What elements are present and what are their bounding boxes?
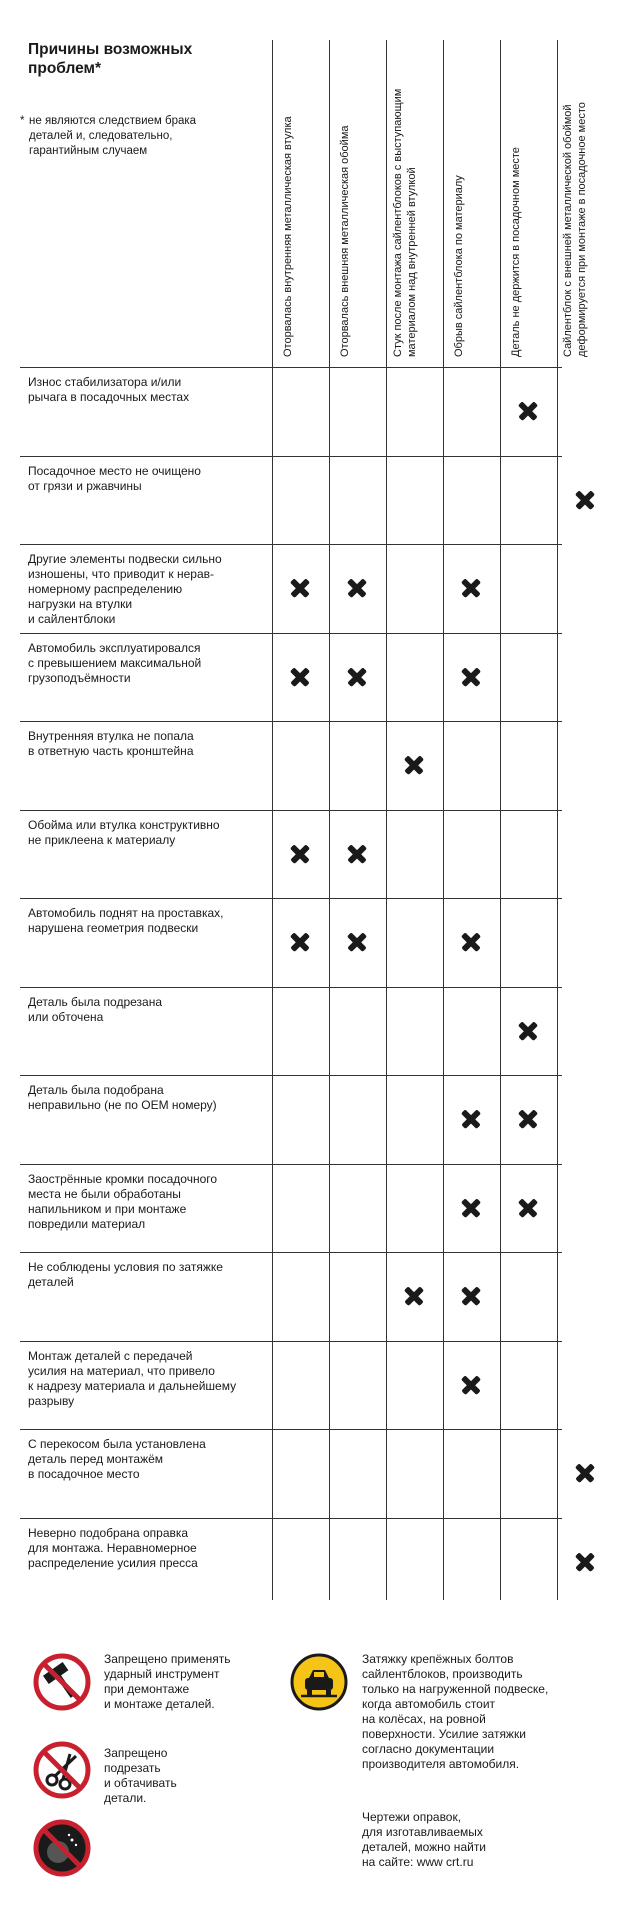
cross-mark-icon [518, 401, 538, 421]
row-label: Неверно подобрана оправка для монтажа. Неравномерное распределение усилия пресса [28, 1526, 198, 1570]
cross-mark-icon [290, 844, 310, 864]
grid-vline [500, 40, 501, 1600]
cross-mark-icon [518, 1198, 538, 1218]
column-header-label: Обрыв сайлентблока по материалу [453, 174, 465, 357]
cross-mark-icon [518, 1109, 538, 1129]
row-divider [20, 1429, 562, 1430]
car-on-wheels-icon [289, 1652, 349, 1712]
cross-mark-icon [404, 755, 424, 775]
cross-mark-icon [347, 844, 367, 864]
row-divider [20, 456, 562, 457]
grid-vline [329, 40, 330, 1600]
column-header-label: Сайлентблок с внешней металлической обоймой [562, 103, 574, 357]
row-divider [20, 1518, 562, 1519]
row-label: Автомобиль эксплуатировался с превышением максимальной грузоподъёмности [28, 641, 202, 685]
no-grinding-icon [32, 1818, 92, 1878]
no-scissors-icon [32, 1740, 92, 1800]
cross-mark-icon [518, 1021, 538, 1041]
row-label: Внутренняя втулка не попала в ответную часть кронштейна [28, 729, 194, 758]
row-label: Износ стабилизатора и/или рычага в посадочных местах [28, 375, 190, 404]
cross-mark-icon [461, 1198, 481, 1218]
row-divider [20, 544, 562, 545]
row-divider [20, 1252, 562, 1253]
cross-mark-icon [461, 932, 481, 952]
row-divider [20, 810, 562, 811]
cross-mark-icon [461, 1375, 481, 1395]
column-header-label: материалом над внутренней втулкой [406, 166, 418, 357]
row-divider [20, 1341, 562, 1342]
cross-mark-icon [347, 932, 367, 952]
cross-mark-icon [461, 667, 481, 687]
row-label: Заострённые кромки посадочного места не были обработаны напильником и при монтаже повредили материал [28, 1172, 218, 1231]
legend-hammer-text: Запрещено применять ударный инструмент при демонтаже и монтаже деталей. [104, 1652, 231, 1711]
grid-vline [557, 40, 558, 1600]
column-header-label: Оторвалась внутренняя металлическая втулка [282, 115, 294, 357]
legend-car-text: Затяжку крепёжных болтов сайлентблоков, производить только на нагруженной подвеске, когда автомобиль стоит на колёсах, на ровной поверхности. Усилие затяжки согласно документации производителя автомобиля. [362, 1652, 549, 1771]
cross-mark-icon [575, 1463, 595, 1483]
footnote-star: * [20, 115, 25, 127]
column-header-label: Стук после монтажа сайлентблоков с выступающим [392, 88, 404, 357]
row-label: С перекосом была установлена деталь перед монтажём в посадочное место [28, 1437, 206, 1481]
row-label: Автомобиль поднят на проставках, нарушена геометрия подвески [28, 906, 224, 935]
grid-vline [443, 40, 444, 1600]
column-header-label: деформируется при монтаже в посадочное место [576, 101, 588, 357]
cross-mark-icon [347, 667, 367, 687]
row-divider [20, 1075, 562, 1076]
page-title: Причины возможных проблем* [28, 41, 193, 77]
row-divider [20, 1164, 562, 1165]
cross-mark-icon [461, 578, 481, 598]
cross-mark-icon [461, 1109, 481, 1129]
cross-mark-icon [290, 667, 310, 687]
legend-scissors-text: Запрещено подрезать и обтачивать детали. [104, 1746, 177, 1805]
cross-mark-icon [461, 1286, 481, 1306]
cross-mark-icon [404, 1286, 424, 1306]
cross-mark-icon [575, 1552, 595, 1572]
grid-vline [386, 40, 387, 1600]
cross-mark-icon [290, 578, 310, 598]
row-divider [20, 367, 562, 368]
cross-mark-icon [575, 490, 595, 510]
row-divider [20, 987, 562, 988]
grid-vline [272, 40, 273, 1600]
row-label: Деталь была подрезана или обточена [28, 995, 163, 1024]
column-header-label: Оторвалась внешняя металлическая обойма [339, 125, 351, 357]
legend-drawings-text: Чертежи оправок, для изготавливаемых деталей, можно найти на сайте: www crt.ru [362, 1810, 487, 1869]
row-label: Обойма или втулка конструктивно не приклеена к материалу [28, 818, 220, 847]
cross-mark-icon [347, 578, 367, 598]
row-divider [20, 898, 562, 899]
row-label: Деталь была подобрана неправильно (не по ОЕМ номеру) [28, 1083, 217, 1112]
row-label: Другие элементы подвески сильно изношены, что приводит к нерав- номерному распределению нагрузки на втулки и сайлентблоки [28, 552, 222, 626]
row-label: Посадочное место не очищено от грязи и ржавчины [28, 464, 201, 493]
row-divider [20, 633, 562, 634]
row-divider [20, 721, 562, 722]
row-label: Монтаж деталей с передачей усилия на материал, что привело к надрезу материала и дальнейшему разрыву [28, 1349, 237, 1408]
cross-mark-icon [290, 932, 310, 952]
no-hammer-icon [32, 1652, 92, 1712]
column-header-label: Деталь не держится в посадочном месте [510, 146, 522, 357]
row-label: Не соблюдены условия по затяжке деталей [28, 1260, 223, 1289]
footnote-text: не являются следствием брака деталей и, следовательно, гарантийным случаем [29, 115, 197, 157]
